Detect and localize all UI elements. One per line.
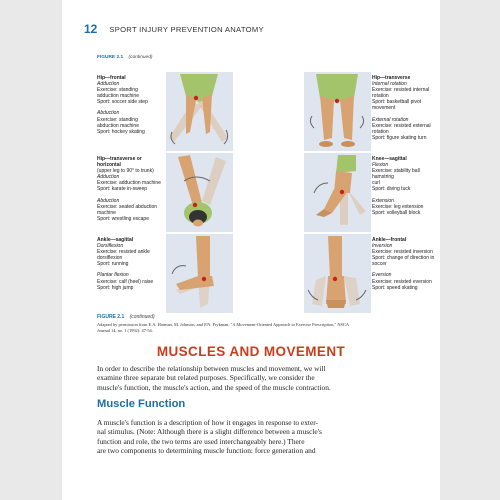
caption-ankle-sagittal xyxy=(97,237,165,291)
caption-exercise: Exercise: standing xyxy=(97,116,138,123)
paragraph-line: In order to describe the relationship between muscles and movement, we will xyxy=(97,364,326,373)
caption-exercise: Exercise: resisted inversion xyxy=(372,249,433,256)
caption-title: Ankle—frontal xyxy=(372,237,407,243)
caption-exercise-cont: machine xyxy=(97,209,116,216)
figure-label-top xyxy=(97,55,152,60)
caption-note: (upper leg to 90° to trunk) xyxy=(97,168,154,175)
caption-exercise: Exercise: stability ball hamstring xyxy=(372,168,420,181)
running-head: SPORT INJURY PREVENTION ANATOMY xyxy=(109,25,264,34)
page-header xyxy=(84,20,264,34)
paragraph-line: function and role, the two terms are used interchangeably here.) There xyxy=(97,436,305,446)
caption-sport: Sport: running xyxy=(97,261,129,268)
illustration-ankle-sagittal xyxy=(166,234,233,313)
caption-sport: Sport: change of direction in xyxy=(372,255,435,262)
caption-movement: Flexion xyxy=(372,162,389,169)
caption-exercise: Exercise: leg extension xyxy=(372,203,424,210)
caption-movement: Adduction xyxy=(97,174,120,181)
caption-movement: Dorsiflexion xyxy=(97,243,124,250)
caption-movement: External rotation xyxy=(372,116,409,123)
caption-exercise: Exercise: resisted external xyxy=(372,122,431,129)
caption-exercise: Exercise: seated abduction xyxy=(97,203,158,210)
caption-exercise-cont: rotation xyxy=(372,128,389,135)
caption-movement: Inversion xyxy=(372,243,393,250)
caption-title: Knee—sagittal xyxy=(372,156,407,162)
caption-sport: Sport: soccer side step xyxy=(97,99,148,106)
caption-exercise: Exercise: resisted eversion xyxy=(372,278,432,285)
caption-sport: Sport: karate in-sweep xyxy=(97,186,148,193)
illustration-hip-frontal xyxy=(166,72,233,151)
caption-sport: Sport: hockey skating xyxy=(97,128,145,135)
caption-movement: Plantar flexion xyxy=(97,272,129,279)
caption-sport: Sport: figure skating turn xyxy=(372,134,427,141)
caption-sport-cont: soccer xyxy=(372,261,387,268)
paragraph-line: muscle's function, the muscle's action, and the speed of the muscle contraction. xyxy=(97,382,331,392)
caption-exercise: Exercise: resisted ankle xyxy=(97,249,150,256)
caption-sport: Sport: speed skating xyxy=(372,284,418,291)
caption-ankle-frontal xyxy=(372,237,440,291)
caption-movement: Adduction xyxy=(97,81,120,88)
section-title: MUSCLES AND MOVEMENT xyxy=(156,344,346,359)
figure-number: FIGURE 2.1 xyxy=(97,314,125,320)
illustration-hip-transverse xyxy=(304,72,371,151)
caption-title: Hip—transverse xyxy=(372,75,411,81)
page-number: 12 xyxy=(84,22,98,36)
caption-sport: Sport: basketball pivot movement xyxy=(372,99,422,112)
illustration-hip-horizontal xyxy=(166,153,233,232)
credit-line: Adapted by permission from E.A. Harman, M. Johnson, and P.N. Frykman, "A Movement-Oriented Approach to Exercise Prescription," NSCA xyxy=(97,322,350,327)
caption-movement: Abduction xyxy=(97,110,120,117)
caption-movement: Internal rotation xyxy=(372,81,407,88)
caption-hip-frontal xyxy=(97,75,165,135)
muscle-function-paragraph xyxy=(97,418,397,456)
figure-credit xyxy=(97,322,397,333)
caption-sport: Sport: diving tuck xyxy=(372,186,411,193)
caption-title: Hip—frontal xyxy=(97,75,126,81)
caption-exercise: Exercise: adduction machine xyxy=(97,180,161,187)
illustration-knee-sagittal xyxy=(304,153,371,232)
caption-exercise-cont: adduction machine xyxy=(97,93,139,100)
paragraph-line: are two components to determining muscle function: force generation and xyxy=(97,446,316,456)
paragraph-line: examine three separate but related purposes. Specifically, we consider the xyxy=(97,373,315,383)
caption-movement: Eversion xyxy=(372,272,392,279)
caption-sport: Sport: volleyball block xyxy=(372,209,421,216)
caption-hip-horizontal xyxy=(97,156,165,222)
figure-continued: (continued) xyxy=(128,55,153,60)
caption-exercise-cont: curl xyxy=(372,180,381,187)
caption-exercise-cont: abduction machine xyxy=(97,122,139,129)
subsection-heading: Muscle Function xyxy=(97,398,186,410)
caption-movement: Extension xyxy=(372,197,394,204)
caption-hip-transverse xyxy=(372,75,440,141)
caption-title-cont: horizontal xyxy=(97,162,121,169)
figure-caption xyxy=(97,314,155,320)
book-page xyxy=(62,0,440,500)
caption-movement: Abduction xyxy=(97,197,120,204)
intro-paragraph xyxy=(97,364,397,392)
figure-continued: (continued) xyxy=(129,314,155,320)
paragraph-line: nal stimulus. (Note: Although there is a slight difference between a muscle's xyxy=(97,427,322,437)
caption-exercise-cont: dorsiflexion xyxy=(97,255,123,262)
paragraph-line: A muscle's function is a description of how it engages in response to exter- xyxy=(97,418,319,427)
caption-title: Hip—transverse or xyxy=(97,156,142,162)
credit-line: Journal 14, no. 1 (1992): 47-54. xyxy=(97,327,153,333)
caption-sport: Sport: wrestling escape xyxy=(97,215,149,222)
caption-title: Ankle—sagittal xyxy=(97,237,134,243)
illustration-ankle-frontal xyxy=(304,234,371,313)
caption-knee-sagittal xyxy=(372,156,440,216)
caption-exercise: Exercise: calf (heel) raise xyxy=(97,278,154,285)
figure-number: FIGURE 2.1 xyxy=(97,55,124,60)
caption-sport: Sport: high jump xyxy=(97,284,134,291)
caption-exercise: Exercise: standing xyxy=(97,87,138,94)
caption-exercise: Exercise: resisted internal rotation xyxy=(372,87,430,100)
